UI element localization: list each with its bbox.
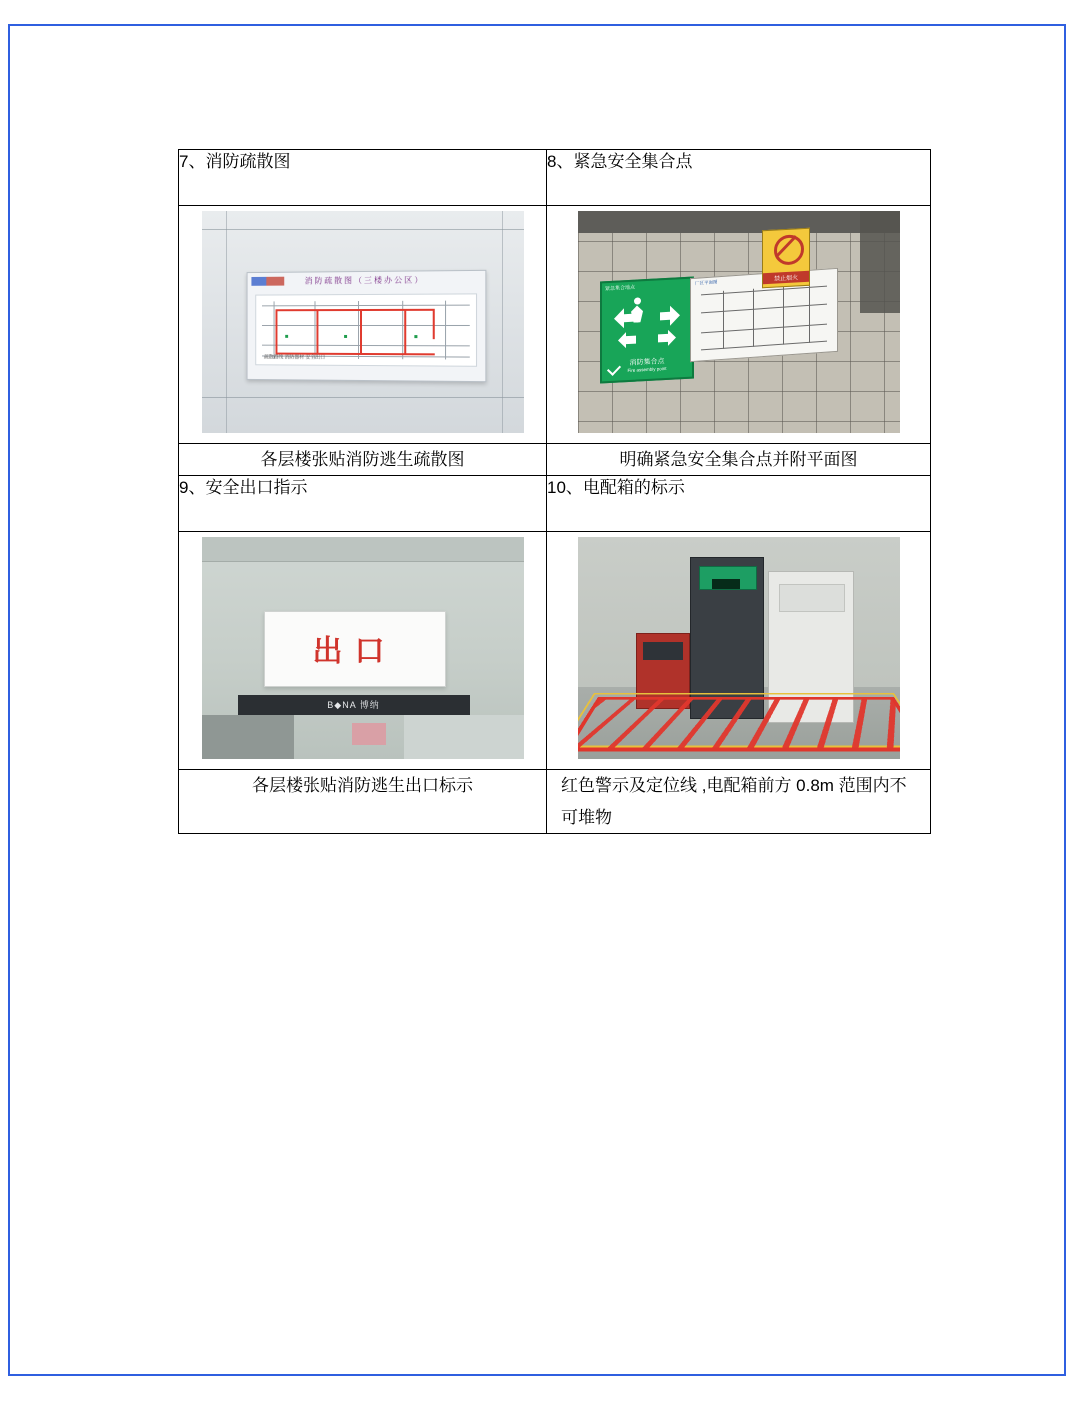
cell-caption-7: 各层楼张贴消防逃生疏散图 [179, 444, 547, 476]
table-row [179, 150, 931, 206]
cell-photo-9 [179, 532, 547, 770]
running-person-icon [630, 297, 644, 324]
cell-caption-9: 各层楼张贴消防逃生出口标示 [179, 770, 547, 834]
assembly-arrows-icon [612, 295, 682, 355]
display-screen [712, 579, 740, 589]
cell-heading-7: 7、消防疏散图 [179, 150, 547, 206]
evacuation-map-title: 消防疏散图（三楼办公区） [304, 275, 425, 286]
no-smoking-label: 禁止烟火 [763, 271, 809, 284]
exit-sign-text: 出口 [312, 634, 397, 670]
cell-photo-10 [547, 532, 931, 770]
map-legend: 疏散路线 消防器材 安全出口 [263, 354, 325, 361]
background-object [352, 723, 386, 745]
cell-caption-10: 红色警示及定位线 ,电配箱前方 0.8m 范围内不可堆物 [547, 770, 931, 834]
control-panel [699, 566, 757, 590]
table-row [179, 444, 931, 476]
brand-label: B◆NA 博纳 [327, 700, 380, 711]
door-right [404, 715, 524, 759]
vent-grille [779, 584, 845, 612]
site-plan-title: 厂区平面图 [694, 279, 717, 286]
table-row [179, 770, 931, 834]
door-header-strip [238, 695, 470, 715]
figure-table [178, 149, 931, 834]
exit-sign-photo [202, 537, 524, 759]
four-arrows-icon [612, 295, 682, 355]
document-page [8, 24, 1066, 1376]
exit-sign-board [264, 611, 446, 687]
table-row [179, 206, 931, 444]
red-floor-marking [578, 697, 900, 751]
cell-heading-10: 10、电配箱的标示 [547, 476, 931, 532]
cell-caption-8: 明确紧急安全集合点并附平面图 [547, 444, 931, 476]
assembly-point-sign [600, 277, 694, 384]
prohibition-circle-icon [774, 234, 804, 266]
cell-photo-8 [547, 206, 931, 444]
floor-plan-graphic [255, 293, 477, 366]
table-row [179, 476, 931, 532]
electrical-cabinet-photo [578, 537, 900, 759]
cell-heading-9: 9、安全出口指示 [179, 476, 547, 532]
table-row [179, 532, 931, 770]
emergency-assembly-point-photo [578, 211, 900, 433]
evacuation-map-board [246, 270, 486, 382]
assembly-sign-top-text: 紧急集合地点 [604, 284, 635, 293]
cell-photo-7 [179, 206, 547, 444]
assembly-sign-label: 消防集合点 Fire assembly point [626, 357, 666, 374]
cell-heading-8: 8、紧急安全集合点 [547, 150, 931, 206]
no-smoking-sign [762, 228, 810, 289]
door-left [202, 715, 294, 759]
fire-evacuation-map-photo [202, 211, 524, 433]
